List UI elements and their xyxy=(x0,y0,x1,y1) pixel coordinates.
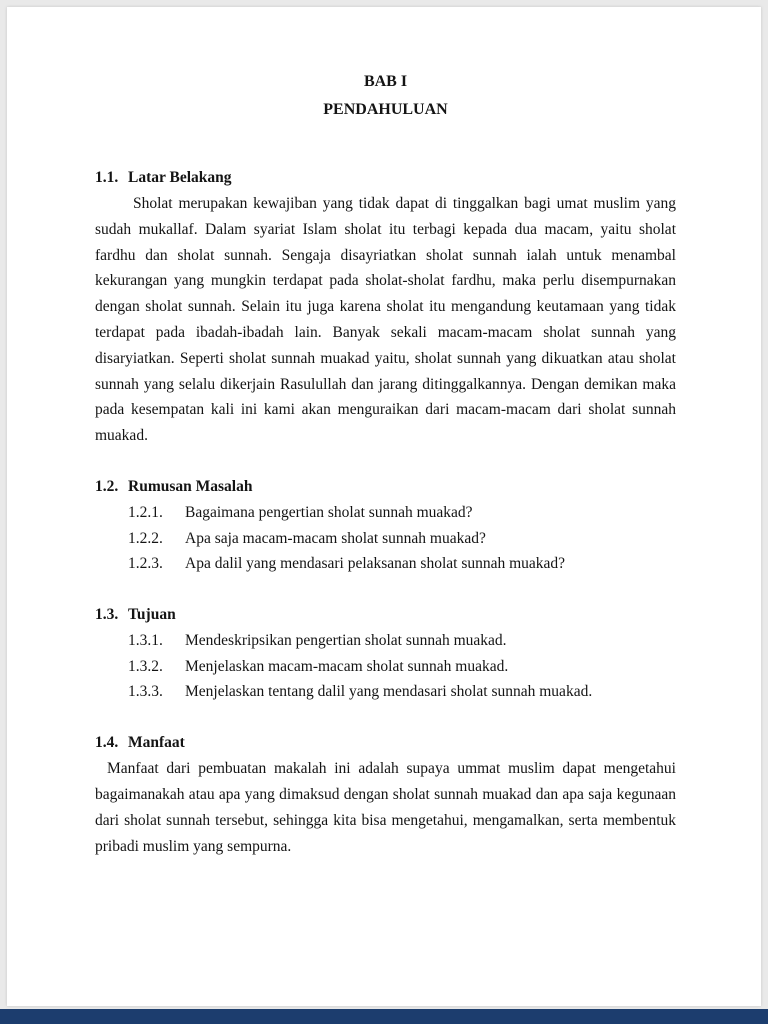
list-item-number: 1.3.2. xyxy=(128,657,163,675)
section-number: 1.3. xyxy=(95,606,119,624)
list-item-text: Mendeskripsikan pengertian sholat sunnah muakad. xyxy=(185,632,507,650)
document-page xyxy=(7,7,761,1006)
list-item xyxy=(95,551,676,577)
chapter-title: BAB I xyxy=(363,73,408,90)
list-item-number: 1.3.3. xyxy=(128,683,163,701)
numbered-list xyxy=(95,500,676,577)
list-item xyxy=(95,654,676,680)
section-manfaat xyxy=(95,730,676,859)
section-heading-text: Tujuan xyxy=(128,606,176,624)
section-heading-row xyxy=(95,602,676,628)
section-heading-row xyxy=(95,730,676,756)
section-heading-text: Latar Belakang xyxy=(128,169,232,186)
chapter-subtitle: PENDAHULUAN xyxy=(323,101,448,118)
section-rumusan-masalah xyxy=(95,474,676,577)
list-item xyxy=(95,679,676,705)
list-item-number: 1.2.2. xyxy=(128,529,163,547)
section-heading-row xyxy=(95,474,676,500)
section-heading-text: Manfaat xyxy=(128,734,185,752)
viewer-footer-bar xyxy=(0,1009,768,1024)
list-item-number: 1.2.1. xyxy=(128,503,163,521)
list-item-text: Apa dalil yang mendasari pelaksanan sholat sunnah muakad? xyxy=(185,555,566,573)
list-item-number: 1.2.3. xyxy=(128,555,163,573)
list-item xyxy=(95,500,676,526)
section-number: 1.2. xyxy=(95,477,119,495)
section-number: 1.1. xyxy=(95,169,119,186)
list-item xyxy=(95,628,676,654)
section-paragraph: Manfaat dari pembuatan makalah ini adalah supaya ummat muslim dapat mengetahui bagaimanakah atau apa yang dimaksud dengan sholat sunnah muakad dan apa saja kegunaan dari sholat sunnah tersebut, sehingga kita bisa mengetahui, mengamalkan, serta membentuk pribadi muslim yang sempurna. xyxy=(95,760,676,855)
section-heading-row xyxy=(95,165,676,191)
section-tujuan xyxy=(95,602,676,705)
list-item-text: Menjelaskan macam-macam sholat sunnah muakad. xyxy=(185,657,509,675)
section-number: 1.4. xyxy=(95,734,119,752)
section-paragraph: Sholat merupakan kewajiban yang tidak dapat di tinggalkan bagi umat muslim yang sudah mukallaf. Dalam syariat Islam sholat itu terbagi kepada dua macam, yaitu sholat fardhu dan sholat sunnah. Sengaja disayriatkan sholat sunnah ialah untuk menambal kekurangan yang mungkin terdapat pada sholat-sholat fardhu, maka perlu disempurnakan dengan sholat sunnah. Selain itu juga karena sholat itu mengandung keutamaan yang tidak terdapat pada ibadah-ibadah lain. Banyak sekali macam-macam sholat sunnah yang disaryiatkan. Seperti sholat sunnah muakad yaitu, sholat sunnah yang dikuatkan atau sholat sunnah yang selalu dikerjain Rasulullah dan jarang ditinggalkannya. Dengan demikan maka pada kesempatan kali ini kami akan menguraikan dari macam-macam dari sholat sunnah muakad. xyxy=(95,195,676,445)
list-item-text: Apa saja macam-macam sholat sunnah muakad? xyxy=(185,529,486,547)
list-item-text: Bagaimana pengertian sholat sunnah muakad? xyxy=(185,503,473,521)
list-item-text: Menjelaskan tentang dalil yang mendasari sholat sunnah muakad. xyxy=(185,683,593,701)
section-latar-belakang xyxy=(95,165,676,449)
list-item xyxy=(95,526,676,552)
section-heading-text: Rumusan Masalah xyxy=(128,477,253,495)
list-item-number: 1.3.1. xyxy=(128,632,163,650)
numbered-list xyxy=(95,628,676,705)
